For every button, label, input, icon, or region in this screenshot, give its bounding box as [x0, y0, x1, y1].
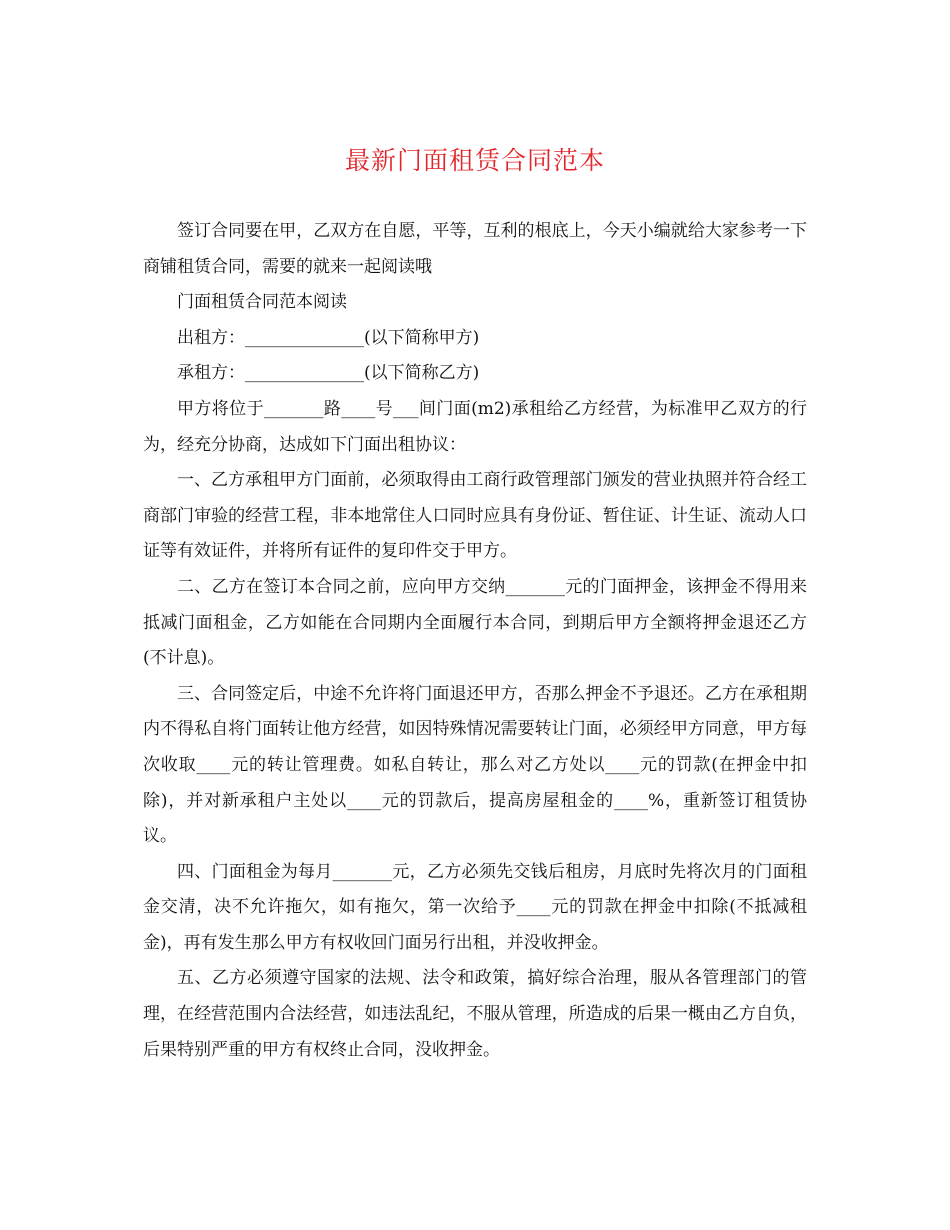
document-title: 最新门面租赁合同范本: [344, 146, 605, 175]
lessee-line: 承租方：______________(以下简称乙方): [177, 363, 480, 384]
clause-1: 一、乙方承租甲方门面前，必须取得由工商行政管理部门颁发的营业执照并符合经工商部门审验的经营工程，非本地常住人口同时应具有身份证、暂住证、计生证、流动人口证等有效证件，并将所有证件的复印件交于甲方。: [143, 470, 807, 562]
intro-paragraph: 签订合同要在甲，乙双方在自愿，平等，互利的根底上，今天小编就给大家参考一下商铺租赁合同，需要的就来一起阅读哦: [143, 221, 807, 277]
clause-3: 三、合同签定后，中途不允许将门面退还甲方，否那么押金不予退还。乙方在承租期内不得私自将门面转让他方经营，如因特殊情况需要转让门面，必须经甲方同意，甲方每次收取____元的转让管理费。如私自转让，那么对乙方处以____元的罚款(在押金中扣除)，并对新承租户主处以____元的罚款后，提高房屋租金的____%，重新签订租赁协议。: [143, 683, 807, 847]
clause-4: 四、门面租金为每月_______元，乙方必须先交钱后租房，月底时先将次月的门面租金交清，决不允许拖欠，如有拖欠，第一次给予____元的罚款在押金中扣除(不抵减租金)，再有发生那么甲方有权收回门面另行出租，并没收押金。: [143, 861, 807, 953]
section-heading: 门面租赁合同范本阅读: [177, 292, 347, 313]
clause-5: 五、乙方必须遵守国家的法规、法令和政策，搞好综合治理，服从各管理部门的管理，在经营范围内合法经营，如违法乱纪，不服从管理，所造成的后果一概由乙方自负，后果特别严重的甲方有权终止合同，没收押金。: [143, 968, 807, 1060]
clause-2: 二、乙方在签订本合同之前，应向甲方交纳_______元的门面押金，该押金不得用来抵减门面租金，乙方如能在合同期内全面履行本合同，到期后甲方全额将押金退还乙方(不计息)。: [143, 576, 807, 669]
lessor-line: 出租方：______________(以下简称甲方): [177, 327, 480, 348]
document-body: [143, 214, 807, 1068]
premises-paragraph: 甲方将位于_______路____号___间门面(m2)承租给乙方经营，为标准甲乙双方的行为，经充分协商，达成如下门面出租协议：: [143, 398, 807, 455]
